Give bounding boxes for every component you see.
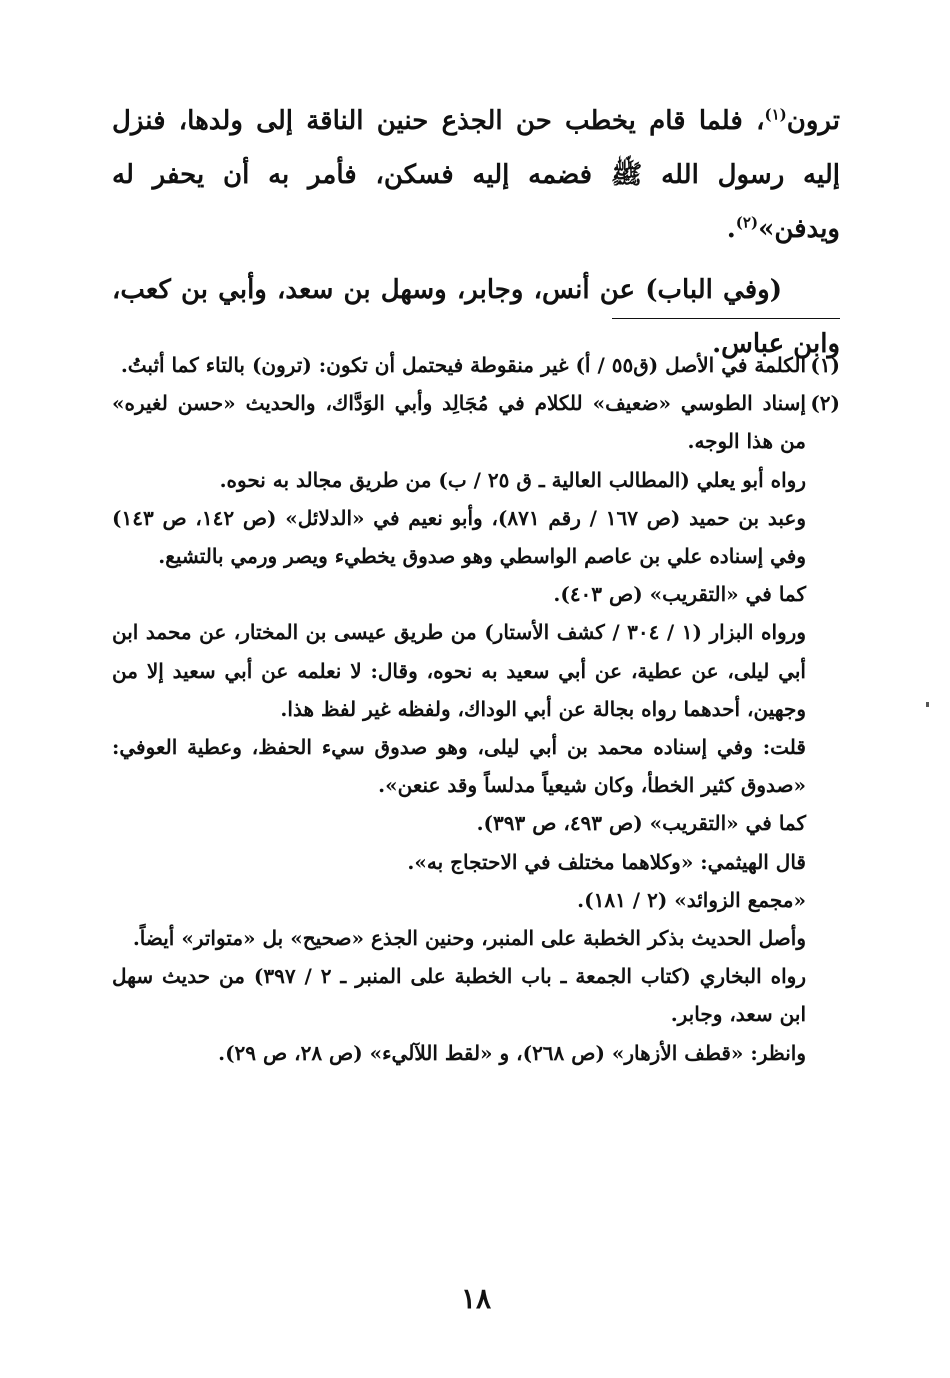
footnote-2-paragraph: كما في «التقريب» (ص ٤٠٣).: [553, 582, 806, 607]
footnote-2-paragraph: وأصل الحديث بذكر الخطبة على المنبر، وحنين الجذع «صحيح» بل «متواتر» أيضاً.: [132, 926, 806, 951]
footnote-1-number: (١): [810, 353, 840, 377]
footnote-1-text: الكلمة في الأصل (ق٥٥ / أ) غير منقوطة فيحتمل أن تكون: (ترون) بالتاء كما أثبتُ.: [120, 353, 806, 377]
footnote-2-paragraph: ورواه البزار (١ / ٣٠٤ / كشف الأستار) من طريق عيسى بن المختار، عن محمد ابن أبي ليلى، عن عطية، عن أبي سعيد به نحوه، وقال: لا نعلمه عن أبي سعيد إلا من وجهين، أحدهما رواه بجالة عن أبي الوداك، ولفظه غير لفظ هذا.: [112, 620, 806, 721]
book-page: [112, 0, 840, 1378]
footnote-1: [112, 346, 840, 384]
footnote-2: [112, 384, 840, 1072]
footnote-ref-2: (٢): [735, 213, 759, 232]
footnote-2-paragraph: وعبد بن حميد (ص ١٦٧ / رقم ٨٧١)، وأبو نعيم في «الدلائل» (ص ١٤٢، ص ١٤٣) وفي إسناده علي بن عاصم الواسطي وهو صدوق يخطيء ويصر ورمي بالتشيع.: [112, 505, 806, 569]
footnote-2-paragraph: «مجمع الزوائد» (٢ / ١٨١).: [577, 887, 806, 912]
footnote-1-body: [112, 346, 806, 384]
scan-speck: [926, 702, 929, 707]
main-p1-end: .: [726, 214, 736, 244]
footnote-ref-1: (١): [764, 105, 787, 124]
main-paragraph-1: [112, 94, 840, 256]
footnote-2-number: (٢): [810, 391, 840, 416]
footnote-2-body: [112, 384, 806, 1072]
footnote-2-paragraph: قال الهيثمي: «وكلاهما مختلف في الاحتجاج به».: [407, 849, 806, 874]
main-paragraph-2: (وفي الباب) عن أنس، وجابر، وسهل بن سعد، وأبي بن كعب، وابن عباس.: [112, 275, 840, 359]
footnote-2-paragraph: قلت: وفي إسناده محمد بن أبي ليلى، وهو صدوق سيء الحفظ، وعطية العوفي: «صدوق كثير الخطأ، وكان شيعياً مدلساً وقد عنعن».: [112, 735, 806, 798]
footnote-2-paragraph: إسناد الطوسي «ضعيف» للكلام في مُجَالِد وأبي الوَدَّاك، والحديث «حسن لغيره» من هذا الوجه.: [112, 391, 806, 454]
footnotes: [112, 346, 840, 1072]
main-p1-middle: ، فلما قام يخطب حن الجذع حنين الناقة إلى ولدها، فنزل إليه رسول الله ﷺ فضمه إليه فسكن، فأمر به أن يحفر له ويدفن»: [112, 106, 840, 244]
footnote-2-paragraph: كما في «التقريب» (ص ٤٩٣، ص ٣٩٣).: [476, 811, 806, 836]
footnote-2-paragraph: رواه أبو يعلي (المطالب العالية ـ ق ٢٥ / ب) من طريق مجالد به نحوه.: [219, 467, 806, 492]
main-p1-start: ترون: [786, 106, 840, 136]
footnote-2-paragraph: رواه البخاري (كتاب الجمعة ـ باب الخطبة على المنبر ـ ٢ / ٣٩٧) من حديث سهل ابن سعد، وجابر.: [112, 964, 806, 1027]
footnote-2-paragraph: وانظر: «قطف الأزهار» (ص ٢٦٨)، و «لقط اللآليء» (ص ٢٨، ص ٢٩).: [218, 1040, 806, 1065]
main-text: [112, 94, 840, 371]
footnote-separator: [612, 318, 840, 319]
page-number: ١٨: [460, 1282, 492, 1315]
